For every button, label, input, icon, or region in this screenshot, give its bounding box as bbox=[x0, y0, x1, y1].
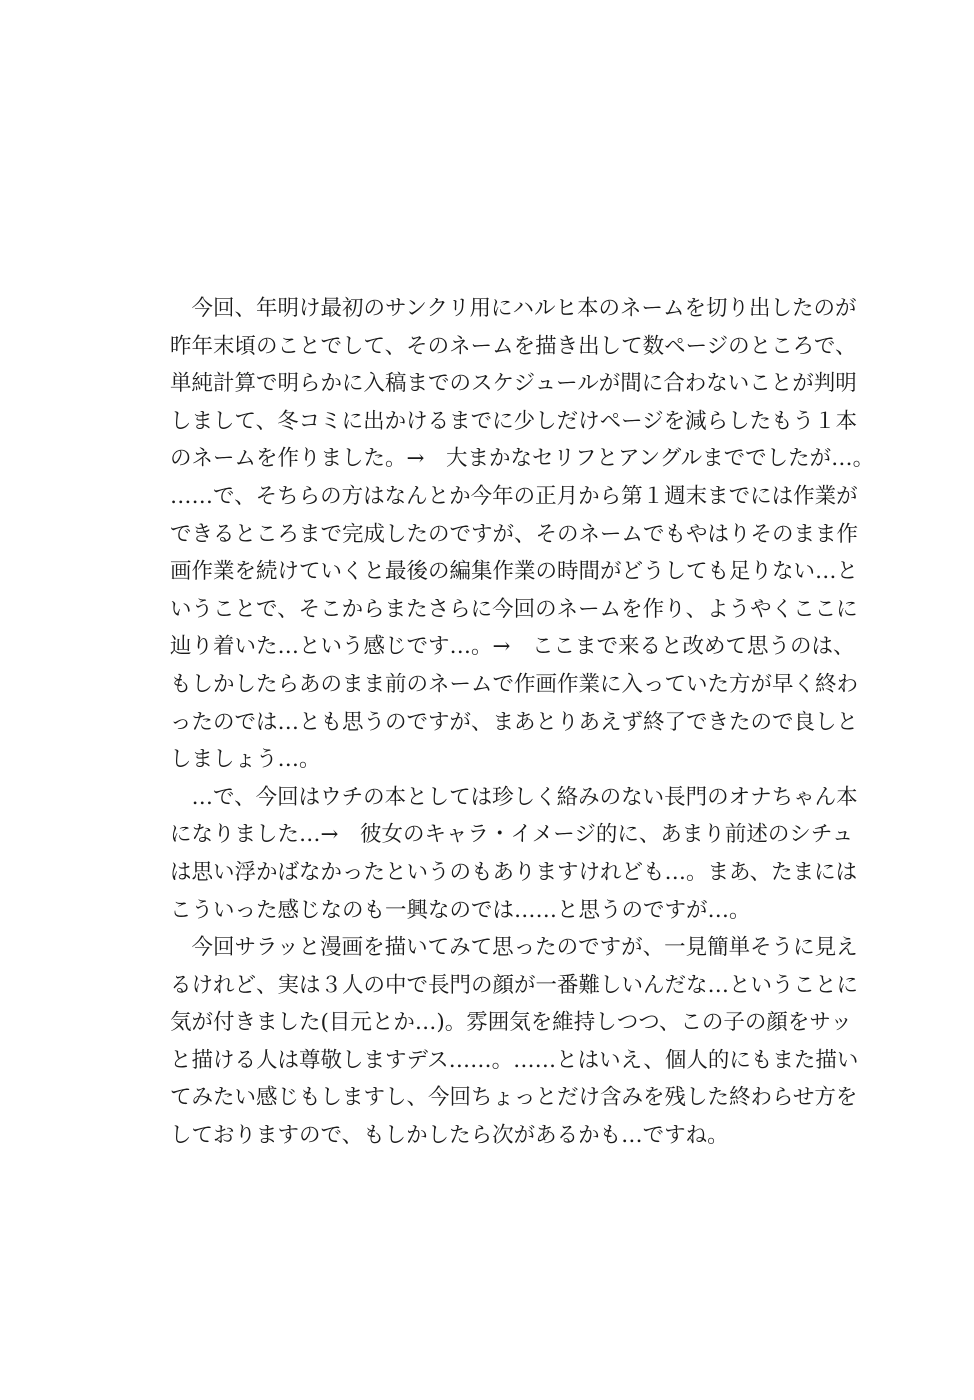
text-line: るけれど、実は３人の中で長門の顔が一番難しいんだな…ということに bbox=[170, 972, 859, 998]
text-line: もしかしたらあのまま前のネームで作画作業に入っていた方が早く終わ bbox=[170, 671, 859, 697]
text-line: 画作業を続けていくと最後の編集作業の時間がどうしても足りない…と bbox=[170, 559, 859, 585]
text-line: …で、今回はウチの本としては珍しく絡みのない長門のオナちゃん本 bbox=[170, 784, 858, 810]
text-line: いうことで、そこからまたさらに今回のネームを作り、ようやくここに bbox=[170, 596, 858, 622]
text-line: になりました…→ 彼女のキャラ・イメージ的に、あまり前述のシチュ bbox=[170, 822, 854, 848]
text-line: しておりますので、もしかしたら次があるかも…ですね。 bbox=[170, 1123, 729, 1149]
afterword-text bbox=[170, 290, 875, 1155]
text-line: 辿り着いた…という感じです…。→ ここまで来ると改めて思うのは、 bbox=[170, 634, 855, 660]
text-line: しましょう…。 bbox=[170, 747, 321, 773]
text-line: 昨年末頃のことでして、そのネームを描き出して数ページのところで、 bbox=[170, 333, 857, 359]
text-line: 気が付きました(目元とか…)。雰囲気を維持しつつ、この子の顔をサッ bbox=[170, 1010, 852, 1036]
text-line: 今回サラッと漫画を描いてみて思ったのですが、一見簡単そうに見え bbox=[170, 935, 858, 961]
text-line: できるところまで完成したのですが、そのネームでもやはりそのまま作 bbox=[170, 521, 859, 547]
text-line: ったのでは…とも思うのですが、まあとりあえず終了できたので良しと bbox=[170, 709, 859, 735]
text-line: しまして、冬コミに出かけるまでに少しだけページを減らしたもう１本 bbox=[170, 408, 858, 434]
text-line: こういった感じなのも一興なのでは……と思うのですが…。 bbox=[170, 897, 751, 923]
text-line: のネームを作りました。→ 大まかなセリフとアングルまででしたが…。 bbox=[170, 446, 875, 472]
text-line: ……で、そちらの方はなんとか今年の正月から第１週末までには作業が bbox=[170, 483, 858, 509]
text-line: てみたい感じもしますし、今回ちょっとだけ含みを残した終わらせ方を bbox=[170, 1085, 858, 1111]
text-line: は思い浮かばなかったというのもありますけれども…。まあ、たまには bbox=[170, 859, 858, 885]
text-line: 単純計算で明らかに入稿までのスケジュールが間に合わないことが判明 bbox=[170, 371, 857, 397]
text-line: と描ける人は尊敬しますデス……。……とはいえ、個人的にもまた描い bbox=[170, 1047, 859, 1073]
text-line: 今回、年明け最初のサンクリ用にハルヒ本のネームを切り出したのが bbox=[170, 296, 857, 321]
